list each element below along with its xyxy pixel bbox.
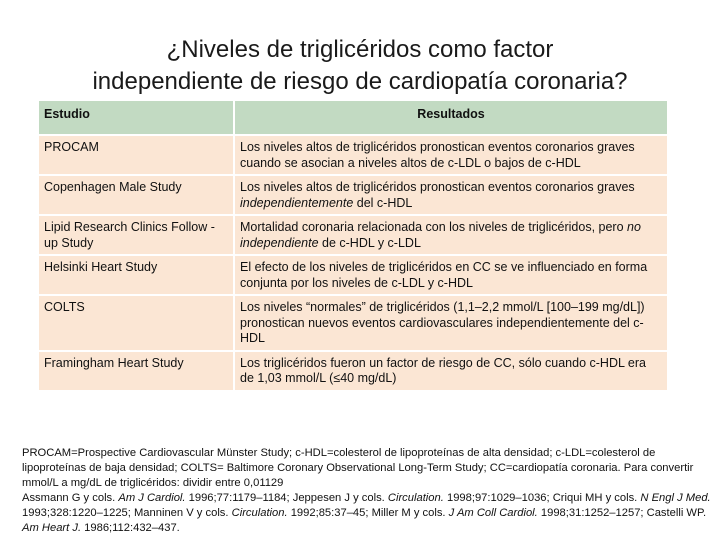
slide-title [0,34,720,98]
ref-journal: N Engl J Med. [640,492,711,504]
table-row [38,135,668,175]
title-line-2: independiente de riesgo de cardiopatía coronaria? [92,68,628,95]
study-cell: Framingham Heart Study [38,351,234,391]
ref-text: 1998;97:1029–1036; Criqui MH y cols. [443,492,641,504]
footnotes [22,446,712,536]
result-text: de c-HDL y c-LDL [318,235,421,250]
ref-text: 1992;85:37–45; Miller M y cols. [287,507,449,519]
table-row [38,255,668,295]
ref-text: 1986;112:432–437. [81,522,180,534]
result-text: Los niveles altos de triglicéridos pronostican eventos coronarios graves cuando se asocian a niveles altos de c-LDL o bajos de c-HDL [240,140,635,170]
result-cell [234,175,668,215]
study-cell: Helsinki Heart Study [38,255,234,295]
references [22,491,712,536]
result-cell [234,215,668,255]
study-cell: COLTS [38,295,234,351]
result-text: Los triglicéridos fueron un factor de riesgo de CC, sólo cuando c-HDL era de 1,03 mmol/L (≤40 mg/dL) [240,355,646,385]
study-cell: PROCAM [38,135,234,175]
ref-journal: J Am Coll Cardiol. [448,507,538,519]
table-row [38,175,668,215]
ref-text: 1993;328:1220–1225; Manninen V y cols. [22,507,232,519]
ref-journal: Circulation. [231,507,288,519]
ref-journal: Am Heart J. [22,522,82,534]
abbreviations-note: PROCAM=Prospective Cardiovascular Münster Study; c-HDL=colesterol de lipoproteínas de alta densidad; c-LDL=colesterol de lipoproteínas de baja densidad; COLTS= Baltimore Coronary Observational Long-Term Study; CC=cardiopatía coronaria. Para convertir mmol/L a mg/dL de triglicéridos: dividir entre 0,01129 [22,447,694,489]
ref-journal: Circulation. [387,492,444,504]
result-cell [234,351,668,391]
ref-text: 1998;31:1252–1257; Castelli WP. [537,507,707,519]
ref-text: Assmann G y cols. [22,492,119,504]
table-header-row [38,100,668,135]
table-row [38,295,668,351]
result-text: Los niveles altos de triglicéridos pronostican eventos coronarios graves [240,180,635,194]
ref-journal: Am J Cardiol. [118,492,186,504]
header-results: Resultados [234,100,668,135]
ref-text: 1996;77:1179–1184; Jeppesen J y cols. [185,492,388,504]
result-cell [234,295,668,351]
result-cell [234,135,668,175]
result-text: Mortalidad coronaria relacionada con los niveles de triglicéridos, pero [240,220,628,234]
table-row [38,351,668,391]
result-text: Los niveles “normales” de triglicéridos (1,1–2,2 mmol/L [100–199 mg/dL]) pronostican nuevos eventos cardiovasculares independientemente del c-HDL [240,300,645,345]
result-emphasis: no independiente [240,220,641,250]
title-line-1: ¿Niveles de triglicéridos como factor [166,36,554,63]
study-cell: Lipid Research Clinics Follow -up Study [38,215,234,255]
study-cell: Copenhagen Male Study [38,175,234,215]
header-study: Estudio [38,100,234,135]
result-text: del c-HDL [353,195,413,210]
result-emphasis: independientemente [240,195,354,210]
result-text: El efecto de los niveles de triglicéridos en CC se ve influenciado en forma conjunta por los niveles de c-LDL y c-HDL [240,260,648,290]
result-cell [234,255,668,295]
table-row [38,215,668,255]
studies-table [37,99,669,392]
